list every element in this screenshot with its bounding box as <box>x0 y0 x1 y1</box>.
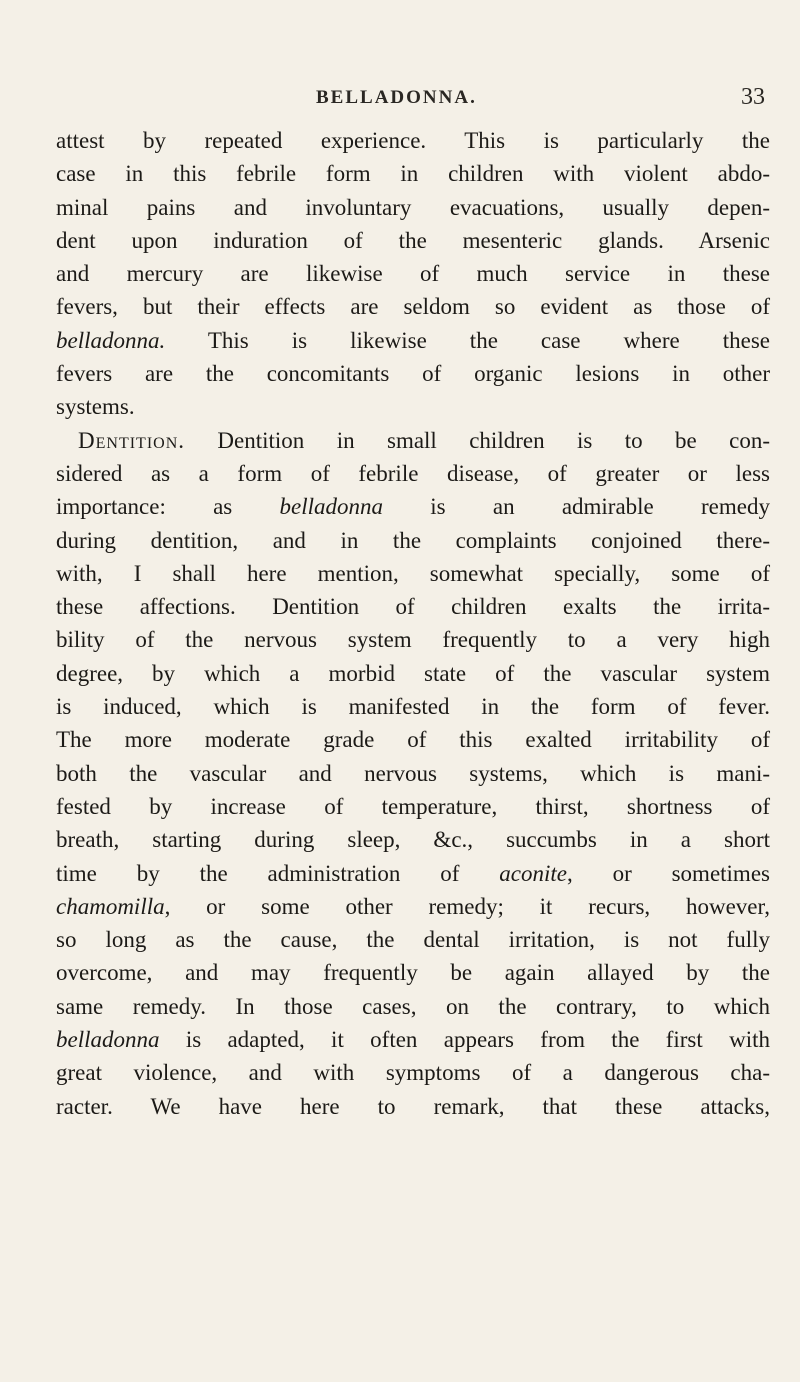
text-line: systems. <box>56 394 135 420</box>
text-line: fevers are the concomitants of organic lesions in other <box>56 361 770 387</box>
text-line: these affections. Dentition of children exalts the irrita- <box>56 594 770 620</box>
italic-term: belladonna <box>56 1027 160 1053</box>
text-line: minal pains and involuntary evacuations, usually depen- <box>56 194 770 220</box>
italic-term: belladonna. <box>56 327 166 353</box>
italic-term: aconite <box>499 860 567 886</box>
text-line: bility of the nervous system frequently to a very high <box>56 627 770 653</box>
text-line: attest by repeated experience. This is particularly the <box>56 128 770 153</box>
text-line: Dentition. Dentition in small children is to be con- <box>78 427 770 453</box>
text-line: both the vascular and nervous systems, which is mani- <box>56 760 770 786</box>
text-line: belladonna is adapted, it often appears from the first with <box>56 1027 770 1053</box>
section-heading: Dentition. <box>78 427 186 453</box>
italic-term: chamomilla <box>56 893 165 919</box>
text-line: sidered as a form of febrile disease, of greater or less <box>56 460 770 486</box>
text-line: chamomilla, or some other remedy; it recurs, however, <box>56 893 770 919</box>
text-line: overcome, and may frequently be again allayed by the <box>56 960 770 986</box>
text-line: is induced, which is manifested in the form of fever. <box>56 694 770 720</box>
text-line: The more moderate grade of this exalted irritability of <box>56 727 770 753</box>
text-line: with, I shall here mention, somewhat specially, some of <box>56 560 770 586</box>
text-line: great violence, and with symptoms of a dangerous cha- <box>56 1060 770 1086</box>
text-line: racter. We have here to remark, that these attacks, <box>56 1093 770 1119</box>
text-line: belladonna. This is likewise the case where these <box>56 327 770 353</box>
page-number: 33 <box>741 84 765 110</box>
text-line: importance: as belladonna is an admirable remedy <box>56 494 770 520</box>
text-line: case in this febrile form in children with violent abdo- <box>56 161 770 187</box>
text-line: degree, by which a morbid state of the vascular system <box>56 660 770 686</box>
text-line: breath, starting during sleep, &c., succumbs in a short <box>56 827 770 853</box>
text-line: during dentition, and in the complaints conjoined there- <box>56 527 770 553</box>
text-line: fested by increase of temperature, thirst, shortness of <box>56 793 770 819</box>
body-text <box>56 124 770 1123</box>
text-line: time by the administration of aconite, or sometimes <box>56 860 770 886</box>
running-title: BELLADONNA. <box>316 87 477 108</box>
running-head <box>0 84 800 115</box>
text-line: and mercury are likewise of much service in these <box>56 261 770 287</box>
italic-term: belladonna <box>279 494 384 520</box>
text-line: dent upon induration of the mesenteric glands. Arsenic <box>56 227 770 253</box>
text-line: so long as the cause, the dental irritation, is not fully <box>56 927 770 953</box>
text-line: same remedy. In those cases, on the contrary, to which <box>56 993 770 1019</box>
text-line: fevers, but their effects are seldom so evident as those of <box>56 294 770 320</box>
